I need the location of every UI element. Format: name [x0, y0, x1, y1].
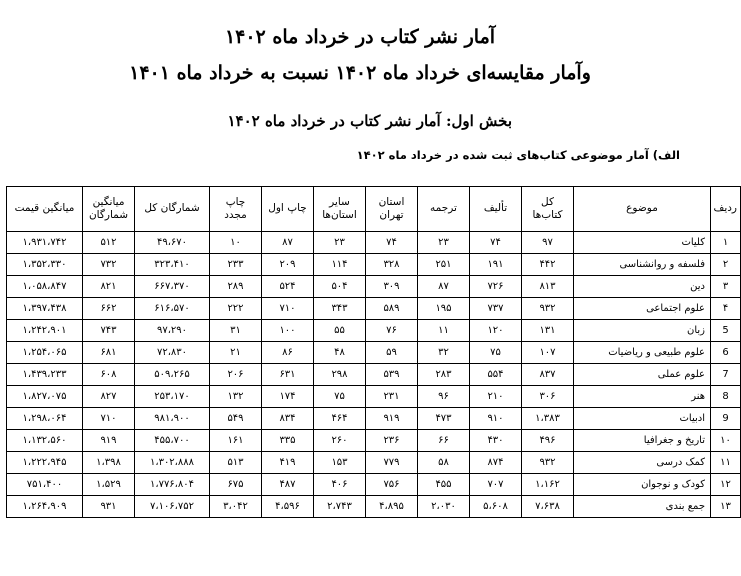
value-cell: ۴۰۶	[314, 474, 366, 496]
value-cell: ۱۳۲	[210, 386, 262, 408]
value-cell: ۳۴۳	[314, 298, 366, 320]
value-cell: ۱،۵۲۹	[83, 474, 135, 496]
value-cell: ۷۴۳	[83, 320, 135, 342]
subject-cell: جمع بندی	[574, 496, 711, 518]
value-cell: ۱،۹۳۱،۷۴۲	[7, 232, 83, 254]
value-cell: ۱،۸۲۷،۰۷۵	[7, 386, 83, 408]
value-cell: ۲۹۸	[314, 364, 366, 386]
value-cell: ۵۰۹،۲۶۵	[135, 364, 210, 386]
row-number-cell: ۱۲	[711, 474, 741, 496]
value-cell: ۱۶۱	[210, 430, 262, 452]
header-translated: ترجمه	[418, 187, 470, 232]
value-cell: ۱۱	[418, 320, 470, 342]
value-cell: ۱۰	[210, 232, 262, 254]
value-cell: ۴۴۲	[522, 254, 574, 276]
value-cell: ۹۱۹	[83, 430, 135, 452]
value-cell: ۱۹۵	[418, 298, 470, 320]
value-cell: ۲۰۹	[262, 254, 314, 276]
value-cell: ۲۶۰	[314, 430, 366, 452]
value-cell: ۳۰۹	[366, 276, 418, 298]
value-cell: ۱۱۴	[314, 254, 366, 276]
value-cell: ۷۵۶	[366, 474, 418, 496]
value-cell: ۴۶۴	[314, 408, 366, 430]
table-row	[7, 452, 741, 474]
value-cell: ۸۳۷	[522, 364, 574, 386]
header-total-books: کل کتاب‌ها	[522, 187, 574, 232]
main-title: آمار نشر کتاب در خرداد ماه ۱۴۰۲	[224, 26, 496, 48]
value-cell: ۱۵۳	[314, 452, 366, 474]
value-cell: ۵۲۴	[262, 276, 314, 298]
value-cell: ۱،۲۶۴،۹۰۹	[7, 496, 83, 518]
value-cell: ۱،۲۴۲،۹۰۱	[7, 320, 83, 342]
value-cell: ۹۸۱،۹۰۰	[135, 408, 210, 430]
subject-cell: ادبیات	[574, 408, 711, 430]
subject-cell: کلیات	[574, 232, 711, 254]
table-row	[7, 364, 741, 386]
value-cell: ۱،۷۷۶،۸۰۴	[135, 474, 210, 496]
value-cell: ۸۷۴	[470, 452, 522, 474]
header-total-copies: شمارگان کل	[135, 187, 210, 232]
value-cell: ۶۳۱	[262, 364, 314, 386]
table-row	[7, 430, 741, 452]
header-avg-price: میانگین قیمت	[7, 187, 83, 232]
value-cell: ۵۳۹	[366, 364, 418, 386]
value-cell: ۱،۳۰۲،۸۸۸	[135, 452, 210, 474]
table-header-row	[7, 187, 741, 232]
value-cell: ۵۱۳	[210, 452, 262, 474]
table-row	[7, 276, 741, 298]
value-cell: ۳۲۸	[366, 254, 418, 276]
value-cell: ۹۳۲	[522, 452, 574, 474]
value-cell: ۱،۳۹۷،۴۳۸	[7, 298, 83, 320]
value-cell: ۱۲۰	[470, 320, 522, 342]
value-cell: ۴۸	[314, 342, 366, 364]
value-cell: ۶۸۱	[83, 342, 135, 364]
value-cell: ۹۷،۲۹۰	[135, 320, 210, 342]
subject-cell: زبان	[574, 320, 711, 342]
value-cell: ۷۴	[366, 232, 418, 254]
value-cell: ۵۸۹	[366, 298, 418, 320]
value-cell: ۳۱	[210, 320, 262, 342]
row-number-cell: 5	[711, 320, 741, 342]
value-cell: ۷،۶۳۸	[522, 496, 574, 518]
subsection-title: الف) آمار موضوعی کتاب‌های ثبت شده در خرداد ماه ۱۴۰۲	[356, 148, 680, 162]
row-number-cell: ۲	[711, 254, 741, 276]
value-cell: ۴۵۵	[418, 474, 470, 496]
table-row	[7, 232, 741, 254]
value-cell: ۶۶۷،۳۷۰	[135, 276, 210, 298]
value-cell: ۵،۶۰۸	[470, 496, 522, 518]
value-cell: ۹۷	[522, 232, 574, 254]
value-cell: ۱۹۱	[470, 254, 522, 276]
value-cell: ۲۱	[210, 342, 262, 364]
value-cell: ۲۲۲	[210, 298, 262, 320]
subject-cell: علوم طبیعی و ریاضیات	[574, 342, 711, 364]
value-cell: ۲۵۱	[418, 254, 470, 276]
table-row	[7, 298, 741, 320]
value-cell: ۳۲	[418, 342, 470, 364]
value-cell: ۱۳۱	[522, 320, 574, 342]
value-cell: ۴۸۷	[262, 474, 314, 496]
value-cell: ۱،۱۳۲،۵۶۰	[7, 430, 83, 452]
subject-cell: دین	[574, 276, 711, 298]
value-cell: ۶۷۵	[210, 474, 262, 496]
value-cell: ۷۶	[366, 320, 418, 342]
main-subtitle: وآمار مقایسه‌ای خرداد ماه ۱۴۰۲ نسبت به خرداد ماه ۱۴۰۱	[129, 62, 591, 84]
value-cell: ۷۳۲	[83, 254, 135, 276]
value-cell: ۲۳۶	[366, 430, 418, 452]
value-cell: ۸۶	[262, 342, 314, 364]
value-cell: ۲۰۶	[210, 364, 262, 386]
table-row	[7, 474, 741, 496]
value-cell: ۸۷	[418, 276, 470, 298]
value-cell: ۷۱۰	[262, 298, 314, 320]
table-row	[7, 254, 741, 276]
value-cell: ۱،۱۶۲	[522, 474, 574, 496]
row-number-cell: ۳	[711, 276, 741, 298]
value-cell: ۶۰۸	[83, 364, 135, 386]
row-number-cell: ۴	[711, 298, 741, 320]
value-cell: ۹۳۲	[522, 298, 574, 320]
value-cell: ۵۹	[366, 342, 418, 364]
subject-cell: هنر	[574, 386, 711, 408]
value-cell: ۱،۳۹۸	[83, 452, 135, 474]
value-cell: ۵۸	[418, 452, 470, 474]
value-cell: ۲،۷۴۳	[314, 496, 366, 518]
row-number-cell: 9	[711, 408, 741, 430]
table-row	[7, 386, 741, 408]
subject-cell: فلسفه و روانشناسی	[574, 254, 711, 276]
row-number-cell: 7	[711, 364, 741, 386]
value-cell: ۵۴۹	[210, 408, 262, 430]
header-subject: موضوع	[574, 187, 711, 232]
header-other-provinces: سایر استان‌ها	[314, 187, 366, 232]
value-cell: ۲۳۳	[210, 254, 262, 276]
table-row	[7, 342, 741, 364]
value-cell: ۴۹۶	[522, 430, 574, 452]
value-cell: ۳،۰۴۲	[210, 496, 262, 518]
value-cell: ۷۵۱،۴۰۰	[7, 474, 83, 496]
value-cell: ۲۳	[314, 232, 366, 254]
value-cell: ۲،۰۳۰	[418, 496, 470, 518]
row-number-cell: ۱۳	[711, 496, 741, 518]
header-tehran: استان تهران	[366, 187, 418, 232]
value-cell: ۷۷۹	[366, 452, 418, 474]
value-cell: ۶۶۲	[83, 298, 135, 320]
value-cell: ۳۲۳،۴۱۰	[135, 254, 210, 276]
value-cell: ۷۵	[470, 342, 522, 364]
value-cell: ۸۲۱	[83, 276, 135, 298]
value-cell: ۴،۵۹۶	[262, 496, 314, 518]
value-cell: ۴۹،۶۷۰	[135, 232, 210, 254]
value-cell: ۲۱۰	[470, 386, 522, 408]
value-cell: ۷۵	[314, 386, 366, 408]
value-cell: ۳۰۶	[522, 386, 574, 408]
value-cell: ۴،۸۹۵	[366, 496, 418, 518]
value-cell: ۱،۲۵۴،۰۶۵	[7, 342, 83, 364]
value-cell: ۲۵۳،۱۷۰	[135, 386, 210, 408]
value-cell: ۱،۲۲۲،۹۴۵	[7, 452, 83, 474]
value-cell: ۱۷۴	[262, 386, 314, 408]
row-number-cell: 6	[711, 342, 741, 364]
value-cell: ۵۵	[314, 320, 366, 342]
value-cell: ۵۵۴	[470, 364, 522, 386]
value-cell: ۱،۴۳۹،۲۳۳	[7, 364, 83, 386]
value-cell: ۵۱۲	[83, 232, 135, 254]
header-reprint: چاپ مجدد	[210, 187, 262, 232]
header-avg-copies: میانگین شمارگان	[83, 187, 135, 232]
value-cell: ۱۰۷	[522, 342, 574, 364]
subject-cell: تاریخ و جغرافیا	[574, 430, 711, 452]
statistics-table	[6, 186, 741, 518]
value-cell: ۱۰۰	[262, 320, 314, 342]
value-cell: ۲۸۳	[418, 364, 470, 386]
value-cell: ۶۱۶،۵۷۰	[135, 298, 210, 320]
value-cell: ۷۰۷	[470, 474, 522, 496]
subject-cell: علوم اجتماعی	[574, 298, 711, 320]
value-cell: ۴۷۳	[418, 408, 470, 430]
value-cell: ۲۳۱	[366, 386, 418, 408]
row-number-cell: ۱	[711, 232, 741, 254]
value-cell: ۸۱۳	[522, 276, 574, 298]
header-authored: تألیف	[470, 187, 522, 232]
subject-cell: کودک و نوجوان	[574, 474, 711, 496]
value-cell: ۹۱۰	[470, 408, 522, 430]
value-cell: ۴۳۰	[470, 430, 522, 452]
value-cell: ۷۱۰	[83, 408, 135, 430]
value-cell: ۱،۲۹۸،۰۶۴	[7, 408, 83, 430]
row-number-cell: ۱۱	[711, 452, 741, 474]
value-cell: ۷۳۷	[470, 298, 522, 320]
header-row-number: ردیف	[711, 187, 741, 232]
value-cell: ۹۱۹	[366, 408, 418, 430]
table-row	[7, 496, 741, 518]
value-cell: ۷۴	[470, 232, 522, 254]
value-cell: ۹۳۱	[83, 496, 135, 518]
value-cell: ۱،۰۵۸،۸۴۷	[7, 276, 83, 298]
value-cell: ۳۳۵	[262, 430, 314, 452]
value-cell: ۷،۱۰۶،۷۵۲	[135, 496, 210, 518]
value-cell: ۴۱۹	[262, 452, 314, 474]
value-cell: ۲۳	[418, 232, 470, 254]
table-row	[7, 408, 741, 430]
row-number-cell: ۱۰	[711, 430, 741, 452]
value-cell: ۵۰۴	[314, 276, 366, 298]
value-cell: ۸۷	[262, 232, 314, 254]
table-body	[7, 232, 741, 518]
subject-cell: علوم عملی	[574, 364, 711, 386]
value-cell: ۲۸۹	[210, 276, 262, 298]
subject-cell: کمک درسی	[574, 452, 711, 474]
header-first-print: چاپ اول	[262, 187, 314, 232]
section-title: بخش اول: آمار نشر کتاب در خرداد ماه ۱۴۰۲	[227, 112, 512, 130]
value-cell: ۸۳۴	[262, 408, 314, 430]
value-cell: ۶۶	[418, 430, 470, 452]
value-cell: ۱،۳۸۳	[522, 408, 574, 430]
row-number-cell: 8	[711, 386, 741, 408]
table-row	[7, 320, 741, 342]
value-cell: ۷۲،۸۳۰	[135, 342, 210, 364]
value-cell: ۴۵۵،۷۰۰	[135, 430, 210, 452]
value-cell: ۸۲۷	[83, 386, 135, 408]
value-cell: ۹۶	[418, 386, 470, 408]
value-cell: ۱،۳۵۲،۳۳۰	[7, 254, 83, 276]
value-cell: ۷۲۶	[470, 276, 522, 298]
